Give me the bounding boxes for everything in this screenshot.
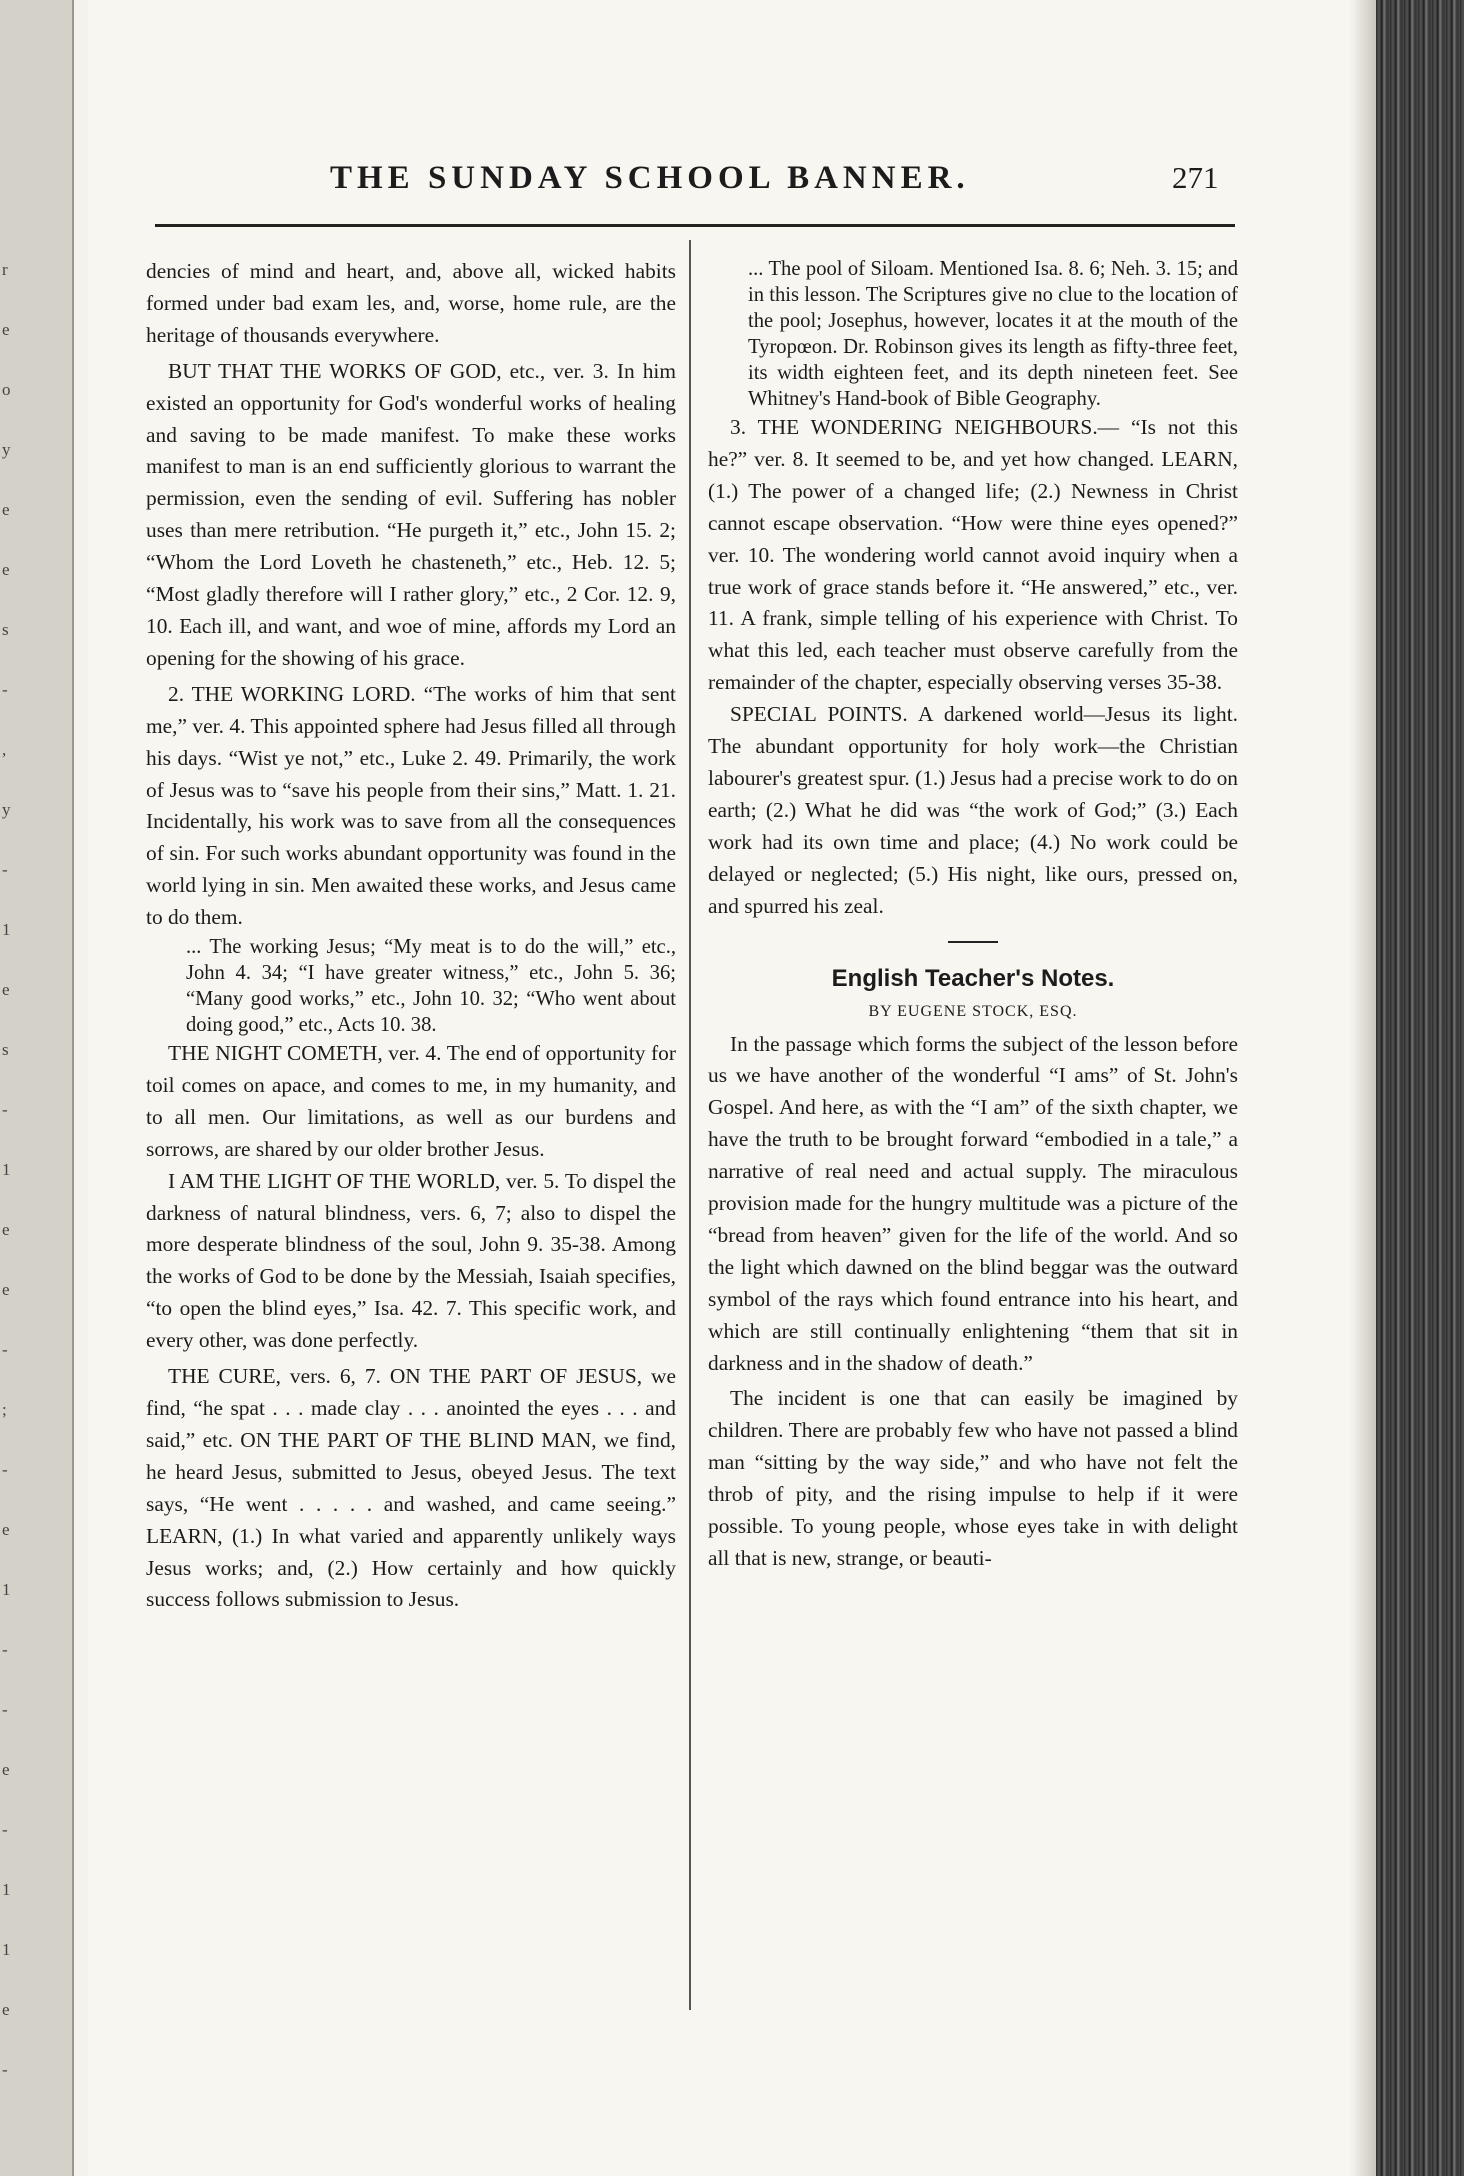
scripture-references: ... The working Jesus; “My meat is to do the will,” etc., John 4. 34; “I have greater witness,” etc., John 5. 36; “Many good works,” etc., John 10. 32; “Who went about doing good,” etc., Acts 10. 38.: [186, 936, 676, 1037]
margin-fragment: -: [2, 2060, 8, 2079]
running-title: THE SUNDAY SCHOOL BANNER.: [330, 160, 970, 196]
left-column: [146, 256, 676, 1616]
margin-fragment: y: [2, 800, 11, 819]
margin-fragment: e: [2, 1280, 10, 1299]
paragraph: SPECIAL POINTS. A darkened world—Jesus its light. The abundant opportunity for holy work—the Christian labourer's greatest spur. (1.) Jesus had a precise work to do on earth; (2.) What he did was “the work of God;” (3.) Each work had its own time and place; (4.) No work could be delayed or neglected; (5.) His night, like ours, pressed on, and spurred his zeal.: [708, 702, 1238, 918]
margin-fragment: -: [2, 1820, 8, 1839]
margin-fragment: e: [2, 320, 10, 339]
margin-fragment: -: [2, 680, 8, 699]
margin-fragment: r: [2, 260, 8, 279]
paragraph: dencies of mind and heart, and, above all, wicked habits formed under bad exam les, and, worse, home rule, are the heritage of thousands everywhere.: [146, 259, 676, 347]
margin-fragment: -: [2, 1340, 8, 1359]
margin-fragment: e: [2, 1220, 10, 1239]
margin-fragment: e: [2, 1760, 10, 1779]
margin-fragment: -: [2, 1100, 8, 1119]
paragraph: THE NIGHT COMETH, ver. 4. The end of opportunity for toil comes on apace, and comes to me, in my humanity, and to all men. Our limitations, as well as our burdens and sorrows, are shared by our older brother Jesus.: [146, 1041, 676, 1161]
margin-fragment: s: [2, 620, 9, 639]
margin-fragment: 1: [2, 920, 11, 939]
margin-fragment: 1: [2, 1940, 11, 1959]
margin-fragment: s: [2, 1040, 9, 1059]
adjacent-page-edge: [0, 0, 74, 2176]
margin-fragment: ;: [2, 1400, 7, 1419]
margin-fragment: -: [2, 1700, 8, 1719]
paragraph: I AM THE LIGHT OF THE WORLD, ver. 5. To dispel the darkness of natural blindness, vers. 6, 7; also to dispel the more desperate blindness of the soul, John 9. 35-38. Among the works of God to be done by the Messiah, Isaiah specifies, “to open the blind eyes,” Isa. 42. 7. This specific work, and every other, was done perfectly.: [146, 1168, 676, 1353]
section-title: English Teacher's Notes.: [831, 964, 1115, 992]
margin-fragment: e: [2, 560, 10, 579]
paragraph: The incident is one that can easily be imagined by children. There are probably few who have not passed a blind man “sitting by the way side,” and who have not felt the throb of pity, and the rising impulse to help if it were possible. To young people, whose eyes take in with delight all that is new, strange, or beauti-: [708, 1386, 1238, 1570]
paragraph: In the passage which forms the subject of the lesson before us we have another of the wonderful “I ams” of St. John's Gospel. And here, as with the “I am” of the sixth chapter, we have the truth to be brought forward “embodied in a tale,” a narrative of real need and actual supply. The miraculous provision made for the hungry multitude was a picture of the “bread from heaven” given for the life of the world. And so the light which dawned on the blind beggar was the outward symbol of the rays which found entrance into his heart, and which are still continually enlightening “them that sit in darkness and in the shadow of death.”: [708, 1031, 1238, 1375]
paragraph: THE CURE, vers. 6, 7. ON THE PART OF JESUS, we find, “he spat . . . made clay . . . anointed the eyes . . . and said,” etc. ON THE PART OF THE BLIND MAN, we find, he heard Jesus, submitted to Jesus, obeyed Jesus. The text says, “He went . . . . . and washed, and came seeing.” LEARN, (1.) In what varied and apparently unlikely ways Jesus works; and, (2.) How certainly and how quickly success follows submission to Jesus.: [146, 1364, 676, 1612]
margin-fragment: e: [2, 2000, 10, 2019]
margin-fragment: -: [2, 1640, 8, 1659]
right-column: [708, 256, 1238, 1575]
scripture-references: ... The pool of Siloam. Mentioned Isa. 8. 6; Neh. 3. 15; and in this lesson. The Scriptures give no clue to the location of the pool; Josephus, however, locates it at the mouth of the Tyropœon. Dr. Robinson gives its length as fifty-three feet, its width eighteen feet, and its depth nineteen feet. See Whitney's Hand-book of Bible Geography.: [748, 258, 1238, 410]
margin-fragment: e: [2, 500, 10, 519]
paragraph: 3. THE WONDERING NEIGHBOURS.— “Is not this he?” ver. 8. It seemed to be, and yet how changed. LEARN, (1.) The power of a changed life; (2.) Newness in Christ cannot escape observation. “How were thine eyes opened?” ver. 10. The wondering world cannot avoid inquiry when a true work of grace stands before it. “He answered,” etc., ver. 11. A frank, simple telling of his experience with Christ. To what this led, each teacher must observe carefully from the remainder of the chapter, especially observing verses 35-38.: [708, 415, 1238, 695]
margin-fragment: 1: [2, 1160, 11, 1179]
margin-fragment: y: [2, 440, 11, 459]
margin-fragment: e: [2, 980, 10, 999]
margin-fragment: o: [2, 380, 11, 399]
margin-fragment: e: [2, 1520, 10, 1539]
margin-fragment: -: [2, 1460, 8, 1479]
paragraph: 2. THE WORKING LORD. “The works of him that sent me,” ver. 4. This appointed sphere had Jesus filled all through his days. “Wist ye not,” etc., Luke 2. 49. Primarily, the work of Jesus was to “save his people from their sins,” Matt. 1. 21. Incidentally, his work was to save from all the consequences of sin. For such works abundant opportunity was found in the world lying in sin. Men awaited these works, and Jesus came to do them.: [146, 681, 676, 930]
margin-fragment: 1: [2, 1880, 11, 1899]
margin-fragment: -: [2, 860, 8, 879]
page-number: 271: [1172, 160, 1219, 195]
column-divider: [689, 240, 691, 2010]
margin-fragment: ,: [2, 740, 7, 759]
paragraph: BUT THAT THE WORKS OF GOD, etc., ver. 3. In him existed an opportunity for God's wonderful works of healing and saving to be made manifest. To make these works manifest to man is an end sufficiently glorious to warrant the permission, even the sending of evil. Suffering has nobler uses than mere retribution. “He purgeth it,” etc., John 15. 2; “Whom the Lord Loveth he chasteneth,” etc., Heb. 12. 5; “Most gladly therefore will I rather glory,” etc., 2 Cor. 12. 9, 10. Each ill, and want, and woe of mine, affords my Lord an opening for the showing of his grace.: [146, 358, 676, 670]
section-separator: [948, 941, 998, 943]
page-gutter-shadow: [1352, 0, 1376, 2176]
header-rule: [155, 224, 1235, 227]
book-spine-edge: [1376, 0, 1464, 2176]
margin-fragment: 1: [2, 1580, 11, 1599]
author-byline: BY EUGENE STOCK, ESQ.: [868, 1002, 1078, 1020]
